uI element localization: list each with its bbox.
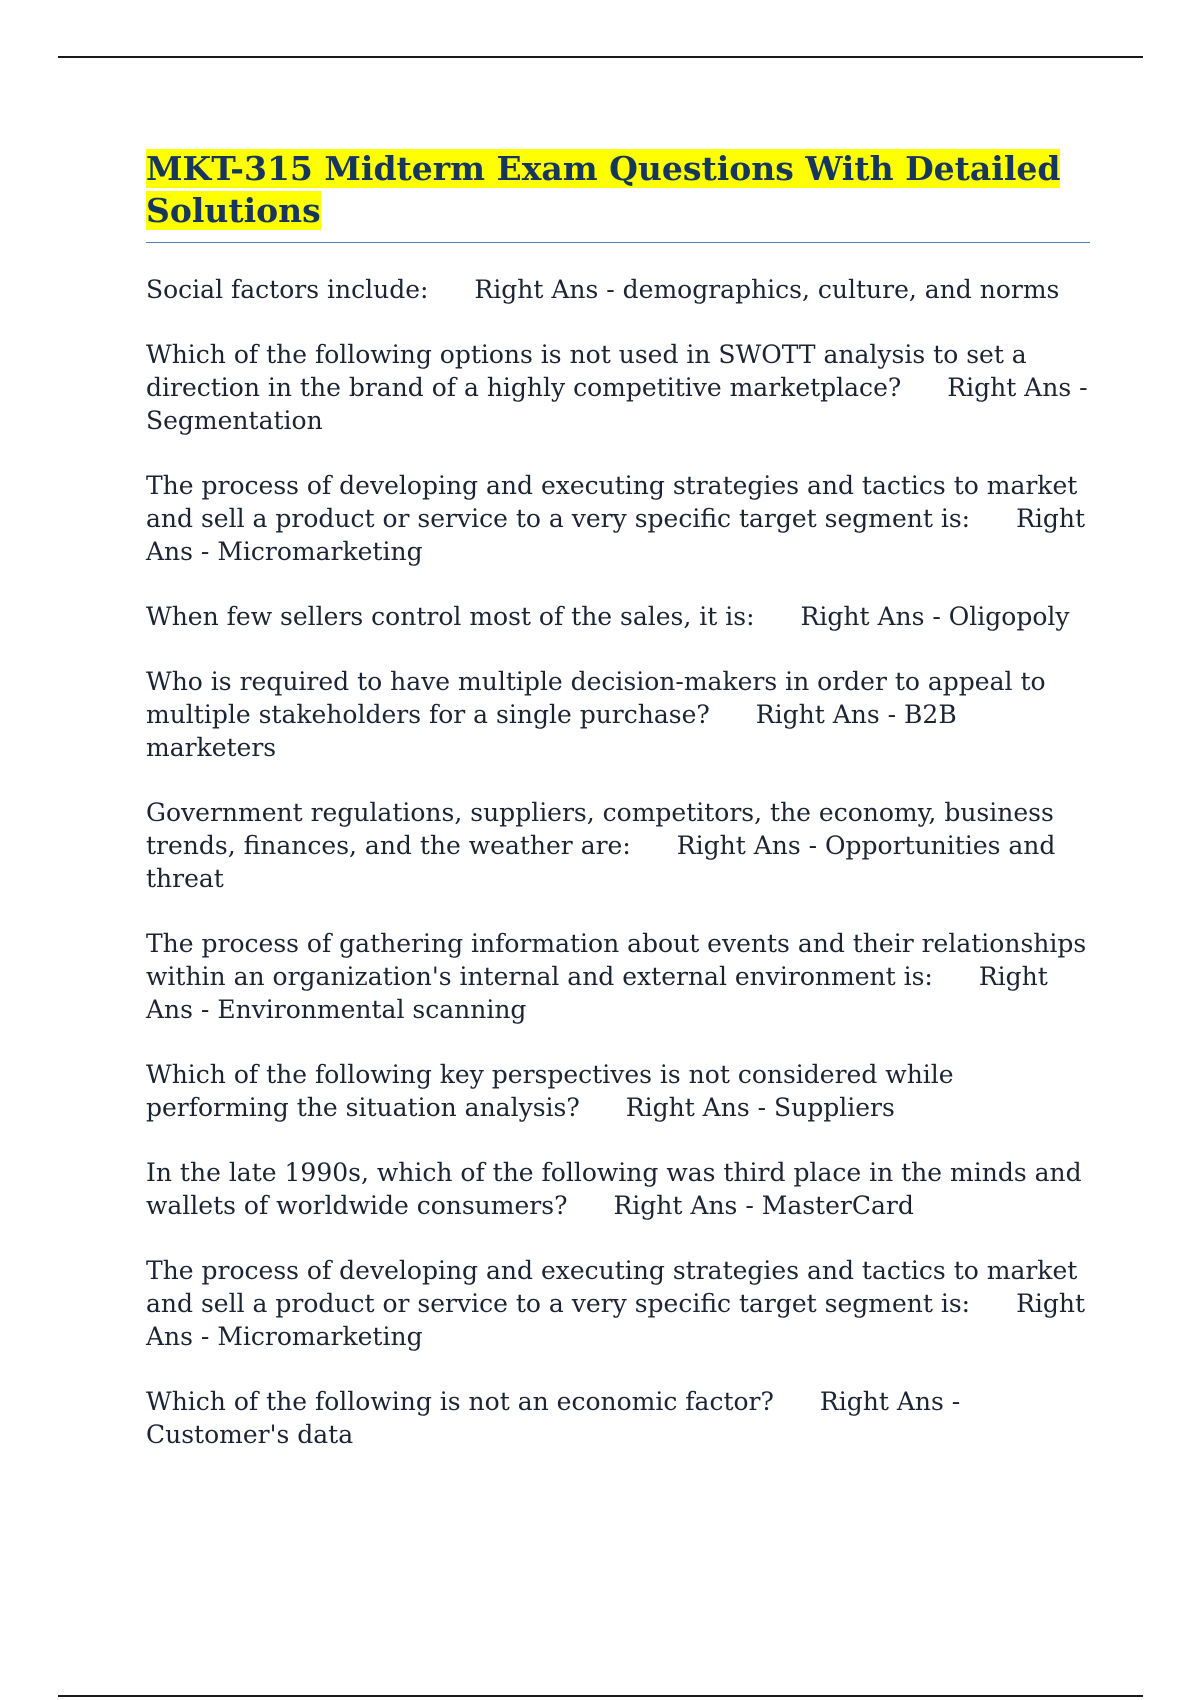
question-text: Which of the following options is not used in SWOTT analysis to set a direction in the brand of a highly competitive marketplace?: [146, 340, 1027, 402]
question-text: Which of the following is not an economic factor?: [146, 1387, 774, 1416]
question-text: The process of developing and executing strategies and tactics to market and sell a product or service to a very specific target segment is:: [146, 1256, 1078, 1318]
document-title: [146, 148, 1090, 232]
answer-text: Right Ans - Opportunities and threat: [146, 831, 1056, 893]
qa-item: [146, 1385, 1090, 1451]
answer-text: Right Ans - MasterCard: [613, 1191, 914, 1220]
answer-text: Right Ans - Oligopoly: [800, 602, 1070, 631]
qa-item: [146, 796, 1090, 895]
answer-text: Right Ans - B2B marketers: [146, 700, 957, 762]
question-text: The process of developing and executing strategies and tactics to market and sell a product or service to a very specific target segment is:: [146, 471, 1078, 533]
title-underline: [146, 242, 1090, 243]
answer-text: Right Ans - Micromarketing: [146, 1289, 1086, 1351]
question-text: Which of the following key perspectives is not considered while performing the situation analysis?: [146, 1060, 954, 1122]
qa-item: [146, 927, 1090, 1026]
question-text: Social factors include:: [146, 275, 429, 304]
answer-text: Right Ans - Suppliers: [625, 1093, 895, 1122]
question-text: When few sellers control most of the sales, it is:: [146, 602, 755, 631]
qa-item: [146, 1058, 1090, 1124]
qa-item: [146, 1254, 1090, 1353]
answer-text: Right Ans - demographics, culture, and norms: [474, 275, 1060, 304]
bottom-rule: [58, 1695, 1143, 1697]
document-body: [146, 148, 1090, 1483]
qa-item: [146, 338, 1090, 437]
answer-text: Right Ans - Customer's data: [146, 1387, 961, 1449]
qa-item: [146, 600, 1090, 633]
question-text: The process of gathering information about events and their relationships within an organization's internal and external environment is:: [146, 929, 1087, 991]
qa-item: [146, 665, 1090, 764]
qa-item: [146, 273, 1090, 306]
answer-text: Right Ans - Segmentation: [146, 373, 1088, 435]
question-text: Who is required to have multiple decision-makers in order to appeal to multiple stakeholders for a single purchase?: [146, 667, 1046, 729]
question-text: In the late 1990s, which of the following was third place in the minds and wallets of worldwide consumers?: [146, 1158, 1082, 1220]
top-rule: [58, 56, 1143, 58]
answer-text: Right Ans - Micromarketing: [146, 504, 1086, 566]
qa-item: [146, 1156, 1090, 1222]
answer-text: Right Ans - Environmental scanning: [146, 962, 1048, 1024]
qa-item: [146, 469, 1090, 568]
question-text: Government regulations, suppliers, competitors, the economy, business trends, finances, and the weather are:: [146, 798, 1054, 860]
document-title-text: MKT-315 Midterm Exam Questions With Detailed Solutions: [146, 149, 1061, 230]
